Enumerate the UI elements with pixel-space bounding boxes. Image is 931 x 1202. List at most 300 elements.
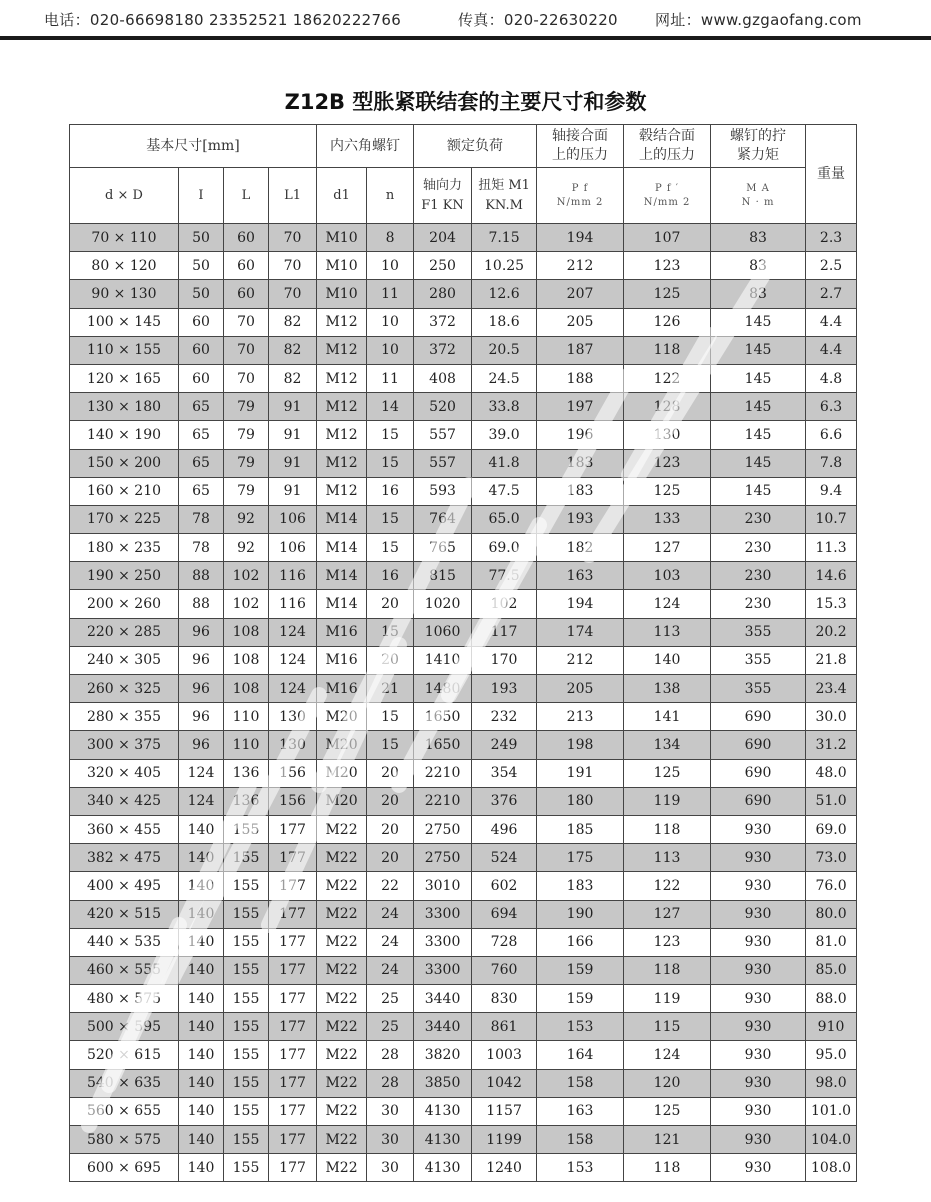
header-pf-prime-symbol: P f ′ [655, 182, 680, 194]
cell-d1: M12 [317, 336, 367, 364]
cell-axial-force: 1060 [414, 618, 472, 646]
cell-L: 136 [224, 787, 269, 815]
cell-L: 79 [224, 421, 269, 449]
cell-axial-force: 2210 [414, 759, 472, 787]
cell-torque: 1199 [472, 1126, 537, 1154]
cell-d1: M12 [317, 477, 367, 505]
cell-L: 92 [224, 505, 269, 533]
table-row [70, 703, 857, 731]
cell-d1: M22 [317, 956, 367, 984]
table-row [70, 421, 857, 449]
cell-torque: 170 [472, 646, 537, 674]
cell-L1: 91 [269, 393, 317, 421]
cell-n: 20 [367, 759, 414, 787]
group-header-row [70, 125, 857, 168]
cell-L1: 177 [269, 985, 317, 1013]
cell-torque: 728 [472, 928, 537, 956]
table-row [70, 844, 857, 872]
cell-d1: M16 [317, 618, 367, 646]
cell-pf: 153 [537, 1013, 624, 1041]
cell-pf-prime: 118 [624, 1154, 711, 1182]
header-hub-pressure [624, 125, 711, 168]
page-title: Z12B 型胀紧联结套的主要尺寸和参数 [284, 90, 647, 114]
cell-dxD: 460 × 555 [70, 956, 179, 984]
website-text: 网址：www.gzgaofang.com [655, 11, 862, 29]
cell-L: 79 [224, 477, 269, 505]
cell-n: 20 [367, 815, 414, 843]
cell-pf: 213 [537, 703, 624, 731]
cell-L1: 70 [269, 280, 317, 308]
cell-dxD: 280 × 355 [70, 703, 179, 731]
cell-d1: M16 [317, 646, 367, 674]
table-row [70, 900, 857, 928]
cell-L1: 106 [269, 534, 317, 562]
table-row [70, 985, 857, 1013]
cell-L: 79 [224, 449, 269, 477]
cell-dxD: 320 × 405 [70, 759, 179, 787]
cell-d1: M20 [317, 703, 367, 731]
cell-L1: 177 [269, 956, 317, 984]
spec-table-body [70, 224, 857, 1182]
cell-dxD: 260 × 325 [70, 675, 179, 703]
header-L: L [224, 168, 269, 224]
cell-I: 124 [179, 787, 224, 815]
cell-dxD: 360 × 455 [70, 815, 179, 843]
cell-n: 11 [367, 364, 414, 392]
cell-I: 140 [179, 900, 224, 928]
cell-I: 88 [179, 590, 224, 618]
cell-weight: 4.4 [806, 336, 857, 364]
cell-L: 155 [224, 844, 269, 872]
header-shaft-pressure [537, 125, 624, 168]
cell-torque: 376 [472, 787, 537, 815]
cell-I: 50 [179, 224, 224, 252]
cell-d1: M22 [317, 844, 367, 872]
cell-n: 15 [367, 534, 414, 562]
cell-d1: M14 [317, 534, 367, 562]
header-pf-prime-unit: N/mm 2 [643, 196, 691, 208]
cell-L1: 177 [269, 928, 317, 956]
cell-pf: 191 [537, 759, 624, 787]
cell-torque: 354 [472, 759, 537, 787]
cell-L: 60 [224, 280, 269, 308]
cell-ma: 930 [711, 1013, 806, 1041]
cell-L: 70 [224, 336, 269, 364]
cell-pf-prime: 140 [624, 646, 711, 674]
cell-L: 155 [224, 985, 269, 1013]
table-row [70, 590, 857, 618]
cell-L: 102 [224, 590, 269, 618]
cell-weight: 73.0 [806, 844, 857, 872]
cell-axial-force: 250 [414, 252, 472, 280]
cell-dxD: 140 × 190 [70, 421, 179, 449]
contact-header [0, 0, 931, 36]
cell-pf-prime: 103 [624, 562, 711, 590]
cell-d1: M20 [317, 759, 367, 787]
header-axial-force [414, 168, 472, 224]
cell-dxD: 160 × 210 [70, 477, 179, 505]
cell-torque: 1042 [472, 1069, 537, 1097]
cell-weight: 6.6 [806, 421, 857, 449]
cell-L1: 177 [269, 815, 317, 843]
cell-pf-prime: 125 [624, 477, 711, 505]
cell-torque: 65.0 [472, 505, 537, 533]
cell-pf: 193 [537, 505, 624, 533]
cell-pf: 163 [537, 562, 624, 590]
cell-weight: 48.0 [806, 759, 857, 787]
cell-torque: 232 [472, 703, 537, 731]
cell-dxD: 90 × 130 [70, 280, 179, 308]
cell-d1: M10 [317, 252, 367, 280]
cell-axial-force: 4130 [414, 1097, 472, 1125]
cell-ma: 83 [711, 224, 806, 252]
cell-pf-prime: 119 [624, 985, 711, 1013]
cell-torque: 33.8 [472, 393, 537, 421]
cell-n: 25 [367, 985, 414, 1013]
cell-L1: 156 [269, 759, 317, 787]
cell-I: 140 [179, 1154, 224, 1182]
cell-torque: 12.6 [472, 280, 537, 308]
cell-I: 140 [179, 1013, 224, 1041]
cell-I: 140 [179, 1126, 224, 1154]
cell-d1: M22 [317, 1069, 367, 1097]
cell-axial-force: 3300 [414, 928, 472, 956]
cell-L1: 82 [269, 364, 317, 392]
cell-pf-prime: 141 [624, 703, 711, 731]
table-row [70, 759, 857, 787]
cell-d1: M12 [317, 393, 367, 421]
cell-weight: 88.0 [806, 985, 857, 1013]
cell-L1: 82 [269, 308, 317, 336]
cell-I: 96 [179, 731, 224, 759]
cell-pf: 205 [537, 675, 624, 703]
cell-L1: 106 [269, 505, 317, 533]
cell-I: 140 [179, 1041, 224, 1069]
cell-axial-force: 1650 [414, 731, 472, 759]
cell-n: 15 [367, 421, 414, 449]
table-row [70, 1069, 857, 1097]
cell-d1: M20 [317, 787, 367, 815]
cell-d1: M14 [317, 562, 367, 590]
table-row [70, 815, 857, 843]
cell-L1: 124 [269, 675, 317, 703]
cell-d1: M22 [317, 1126, 367, 1154]
cell-L: 92 [224, 534, 269, 562]
cell-L: 155 [224, 956, 269, 984]
cell-axial-force: 4130 [414, 1154, 472, 1182]
cell-pf-prime: 113 [624, 618, 711, 646]
cell-n: 21 [367, 675, 414, 703]
cell-torque: 1240 [472, 1154, 537, 1182]
cell-ma: 230 [711, 562, 806, 590]
cell-d1: M10 [317, 280, 367, 308]
cell-pf: 212 [537, 252, 624, 280]
header-torque-line1: 螺钉的拧 [730, 128, 787, 144]
cell-weight: 15.3 [806, 590, 857, 618]
header-ma-symbol: M A [746, 182, 770, 194]
header-ma-unit: N · m [741, 196, 775, 208]
cell-n: 24 [367, 900, 414, 928]
cell-torque: 18.6 [472, 308, 537, 336]
cell-weight: 104.0 [806, 1126, 857, 1154]
cell-n: 28 [367, 1041, 414, 1069]
cell-L1: 91 [269, 421, 317, 449]
cell-torque: 1003 [472, 1041, 537, 1069]
table-row [70, 618, 857, 646]
cell-L: 155 [224, 1041, 269, 1069]
header-torque-m1-line2: KN.M [485, 197, 523, 213]
cell-L1: 156 [269, 787, 317, 815]
cell-axial-force: 2750 [414, 815, 472, 843]
cell-pf-prime: 125 [624, 1097, 711, 1125]
cell-L: 136 [224, 759, 269, 787]
cell-n: 10 [367, 336, 414, 364]
cell-pf: 198 [537, 731, 624, 759]
cell-pf-prime: 123 [624, 928, 711, 956]
cell-weight: 20.2 [806, 618, 857, 646]
cell-I: 65 [179, 421, 224, 449]
cell-ma: 230 [711, 590, 806, 618]
table-row [70, 280, 857, 308]
fax-text: 传真：020-22630220 [458, 11, 618, 29]
cell-I: 96 [179, 703, 224, 731]
cell-n: 30 [367, 1154, 414, 1182]
header-axial-line1: 轴向力 [423, 177, 463, 193]
cell-n: 16 [367, 562, 414, 590]
cell-d1: M14 [317, 505, 367, 533]
header-d1: d1 [317, 168, 367, 224]
cell-axial-force: 1020 [414, 590, 472, 618]
cell-ma: 930 [711, 985, 806, 1013]
cell-torque: 69.0 [472, 534, 537, 562]
cell-n: 20 [367, 787, 414, 815]
cell-pf: 194 [537, 590, 624, 618]
cell-dxD: 170 × 225 [70, 505, 179, 533]
cell-weight: 910 [806, 1013, 857, 1041]
cell-L: 102 [224, 562, 269, 590]
cell-axial-force: 3300 [414, 900, 472, 928]
cell-ma: 930 [711, 1041, 806, 1069]
cell-pf-prime: 126 [624, 308, 711, 336]
cell-torque: 20.5 [472, 336, 537, 364]
header-hub-pressure-line1: 毂结合面 [639, 128, 696, 144]
cell-axial-force: 408 [414, 364, 472, 392]
cell-I: 88 [179, 562, 224, 590]
cell-L: 155 [224, 815, 269, 843]
cell-axial-force: 280 [414, 280, 472, 308]
cell-ma: 930 [711, 1154, 806, 1182]
table-row [70, 646, 857, 674]
cell-weight: 7.8 [806, 449, 857, 477]
cell-torque: 524 [472, 844, 537, 872]
header-I: I [179, 168, 224, 224]
cell-L1: 91 [269, 449, 317, 477]
cell-L1: 70 [269, 252, 317, 280]
cell-pf-prime: 107 [624, 224, 711, 252]
cell-L1: 130 [269, 703, 317, 731]
cell-weight: 98.0 [806, 1069, 857, 1097]
cell-ma: 930 [711, 1126, 806, 1154]
cell-pf-prime: 119 [624, 787, 711, 815]
cell-L1: 177 [269, 1041, 317, 1069]
cell-dxD: 540 × 635 [70, 1069, 179, 1097]
cell-weight: 4.4 [806, 308, 857, 336]
cell-torque: 41.8 [472, 449, 537, 477]
table-row [70, 224, 857, 252]
header-shaft-pressure-line2: 上的压力 [552, 147, 609, 163]
cell-pf-prime: 133 [624, 505, 711, 533]
cell-d1: M16 [317, 675, 367, 703]
sub-header-row [70, 168, 857, 224]
cell-L1: 177 [269, 1013, 317, 1041]
cell-weight: 23.4 [806, 675, 857, 703]
cell-dxD: 580 × 575 [70, 1126, 179, 1154]
cell-weight: 108.0 [806, 1154, 857, 1182]
cell-n: 24 [367, 956, 414, 984]
cell-pf: 163 [537, 1097, 624, 1125]
cell-dxD: 400 × 495 [70, 872, 179, 900]
cell-torque: 496 [472, 815, 537, 843]
cell-axial-force: 557 [414, 421, 472, 449]
cell-pf-prime: 118 [624, 336, 711, 364]
cell-dxD: 100 × 145 [70, 308, 179, 336]
cell-ma: 930 [711, 844, 806, 872]
cell-ma: 145 [711, 477, 806, 505]
cell-pf-prime: 124 [624, 1041, 711, 1069]
cell-weight: 2.7 [806, 280, 857, 308]
cell-axial-force: 3300 [414, 956, 472, 984]
cell-pf: 159 [537, 985, 624, 1013]
cell-dxD: 560 × 655 [70, 1097, 179, 1125]
spec-table [69, 124, 857, 1182]
header-hub-pressure-line2: 上的压力 [639, 147, 696, 163]
table-row [70, 1097, 857, 1125]
cell-d1: M12 [317, 308, 367, 336]
cell-n: 8 [367, 224, 414, 252]
table-row [70, 872, 857, 900]
cell-L: 110 [224, 703, 269, 731]
cell-pf: 166 [537, 928, 624, 956]
cell-d1: M12 [317, 449, 367, 477]
cell-ma: 145 [711, 421, 806, 449]
cell-I: 140 [179, 872, 224, 900]
cell-L: 155 [224, 872, 269, 900]
cell-L1: 177 [269, 1126, 317, 1154]
cell-pf: 197 [537, 393, 624, 421]
cell-L: 155 [224, 1126, 269, 1154]
cell-n: 15 [367, 703, 414, 731]
cell-I: 140 [179, 985, 224, 1013]
cell-pf: 174 [537, 618, 624, 646]
cell-axial-force: 3820 [414, 1041, 472, 1069]
cell-dxD: 150 × 200 [70, 449, 179, 477]
cell-torque: 193 [472, 675, 537, 703]
cell-dxD: 130 × 180 [70, 393, 179, 421]
cell-n: 30 [367, 1126, 414, 1154]
cell-d1: M22 [317, 928, 367, 956]
table-row [70, 1041, 857, 1069]
cell-n: 20 [367, 590, 414, 618]
cell-n: 14 [367, 393, 414, 421]
cell-axial-force: 204 [414, 224, 472, 252]
header-pf-prime [624, 168, 711, 224]
cell-pf: 194 [537, 224, 624, 252]
cell-pf-prime: 122 [624, 364, 711, 392]
cell-weight: 2.5 [806, 252, 857, 280]
cell-I: 60 [179, 308, 224, 336]
cell-pf: 183 [537, 872, 624, 900]
cell-dxD: 440 × 535 [70, 928, 179, 956]
cell-pf-prime: 127 [624, 900, 711, 928]
cell-n: 20 [367, 844, 414, 872]
cell-n: 25 [367, 1013, 414, 1041]
cell-I: 65 [179, 393, 224, 421]
header-pf [537, 168, 624, 224]
cell-dxD: 420 × 515 [70, 900, 179, 928]
cell-I: 140 [179, 956, 224, 984]
cell-I: 50 [179, 252, 224, 280]
cell-pf-prime: 115 [624, 1013, 711, 1041]
cell-axial-force: 372 [414, 308, 472, 336]
header-ma [711, 168, 806, 224]
cell-L1: 82 [269, 336, 317, 364]
header-pf-unit: N/mm 2 [556, 196, 604, 208]
cell-n: 20 [367, 646, 414, 674]
cell-L: 155 [224, 1013, 269, 1041]
cell-ma: 230 [711, 505, 806, 533]
cell-ma: 355 [711, 675, 806, 703]
cell-ma: 690 [711, 703, 806, 731]
cell-d1: M22 [317, 1154, 367, 1182]
table-row [70, 477, 857, 505]
cell-weight: 76.0 [806, 872, 857, 900]
cell-axial-force: 1650 [414, 703, 472, 731]
cell-pf-prime: 123 [624, 252, 711, 280]
cell-d1: M14 [317, 590, 367, 618]
cell-pf-prime: 128 [624, 393, 711, 421]
cell-axial-force: 4130 [414, 1126, 472, 1154]
cell-torque: 117 [472, 618, 537, 646]
cell-L1: 116 [269, 562, 317, 590]
cell-L: 108 [224, 646, 269, 674]
header-torque-m1 [472, 168, 537, 224]
cell-pf-prime: 120 [624, 1069, 711, 1097]
cell-dxD: 600 × 695 [70, 1154, 179, 1182]
cell-torque: 7.15 [472, 224, 537, 252]
cell-ma: 930 [711, 1069, 806, 1097]
cell-pf: 183 [537, 477, 624, 505]
cell-weight: 101.0 [806, 1097, 857, 1125]
header-dxD: d × D [70, 168, 179, 224]
cell-d1: M22 [317, 900, 367, 928]
cell-L1: 177 [269, 844, 317, 872]
cell-axial-force: 3440 [414, 1013, 472, 1041]
cell-pf: 185 [537, 815, 624, 843]
cell-L: 60 [224, 252, 269, 280]
cell-L: 155 [224, 900, 269, 928]
cell-ma: 230 [711, 534, 806, 562]
cell-I: 140 [179, 815, 224, 843]
cell-dxD: 120 × 165 [70, 364, 179, 392]
cell-I: 124 [179, 759, 224, 787]
cell-pf: 180 [537, 787, 624, 815]
cell-torque: 102 [472, 590, 537, 618]
cell-I: 60 [179, 336, 224, 364]
cell-torque: 694 [472, 900, 537, 928]
cell-n: 22 [367, 872, 414, 900]
cell-dxD: 80 × 120 [70, 252, 179, 280]
cell-ma: 690 [711, 787, 806, 815]
